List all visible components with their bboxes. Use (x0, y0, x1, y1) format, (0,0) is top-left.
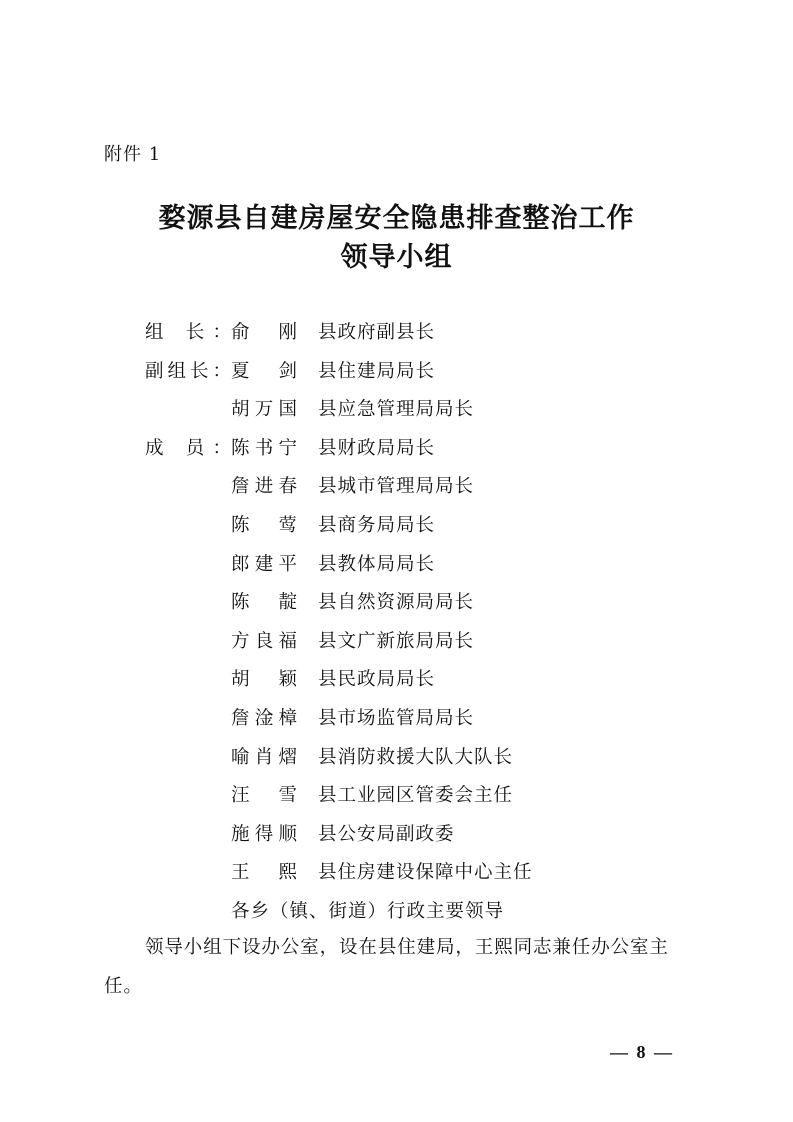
member-name: 陈 莺 (231, 514, 297, 536)
role-label: 组 长： (145, 322, 231, 343)
member-position: 县文广新旅局局长 (318, 630, 475, 652)
member-name: 方良福 (231, 630, 297, 652)
roster-row (145, 623, 705, 662)
office-paragraph: 领导小组下设办公室，设在县住建局，王熙同志兼任办公室主任。 (104, 937, 669, 997)
document-title-line1: 婺源县自建房屋安全隐患排查整治工作 (158, 203, 635, 234)
member-position: 县市场监管局局长 (318, 707, 475, 729)
member-position: 县工业园区管委会主任 (318, 785, 514, 807)
member-position: 县消防救援大队大队长 (318, 746, 514, 768)
roster-row (145, 353, 705, 392)
roster-row (145, 546, 705, 585)
member-name: 陈 靛 (231, 592, 297, 614)
roster-row (145, 391, 705, 430)
page-number: — 8 — (610, 1042, 674, 1062)
roster-row (145, 430, 705, 469)
document-title-line2: 领导小组 (340, 242, 453, 273)
member-name: 夏 剑 (231, 360, 297, 382)
member-name: 施得顺 (231, 823, 297, 845)
member-position: 县应急管理局局长 (318, 399, 475, 421)
roster-row (145, 777, 705, 816)
roster-row (145, 739, 705, 778)
member-name: 喻肖熠 (231, 746, 297, 768)
member-name: 胡万国 (231, 399, 297, 421)
roster-row (145, 700, 705, 739)
member-name: 汪 雪 (231, 785, 297, 807)
member-position: 县住建局局长 (318, 360, 436, 382)
township-note: 各乡（镇、街道）行政主要领导 (231, 900, 505, 922)
roster-row (145, 314, 705, 353)
member-name: 詹淦樟 (231, 707, 297, 729)
member-position: 县住房建设保障中心主任 (318, 862, 533, 884)
member-position: 县自然资源局局长 (318, 592, 475, 614)
roster-row (145, 854, 705, 893)
roster-row (145, 661, 705, 700)
roster-row (145, 468, 705, 507)
member-position: 县民政局局长 (318, 669, 436, 691)
roster-list (145, 314, 705, 932)
roster-row (145, 507, 705, 546)
member-position: 县公安局副政委 (318, 823, 455, 845)
member-position: 县政府副县长 (318, 322, 436, 343)
member-name: 胡 颖 (231, 669, 297, 691)
role-label: 副组长： (145, 360, 231, 382)
member-name: 郎建平 (231, 553, 297, 575)
roster-row (145, 816, 705, 855)
member-name: 詹进春 (231, 476, 297, 498)
member-position: 县城市管理局局长 (318, 476, 475, 498)
member-name: 王 熙 (231, 862, 297, 884)
member-position: 县财政局局长 (318, 437, 436, 459)
roster-row-township (145, 893, 705, 932)
attachment-label: 附件 1 (104, 144, 162, 165)
member-name: 陈书宁 (231, 437, 297, 459)
roster-row (145, 584, 705, 623)
member-position: 县教体局局长 (318, 553, 436, 575)
role-label: 成 员： (145, 437, 231, 459)
member-name: 俞 刚 (231, 322, 297, 343)
member-position: 县商务局局长 (318, 514, 436, 536)
